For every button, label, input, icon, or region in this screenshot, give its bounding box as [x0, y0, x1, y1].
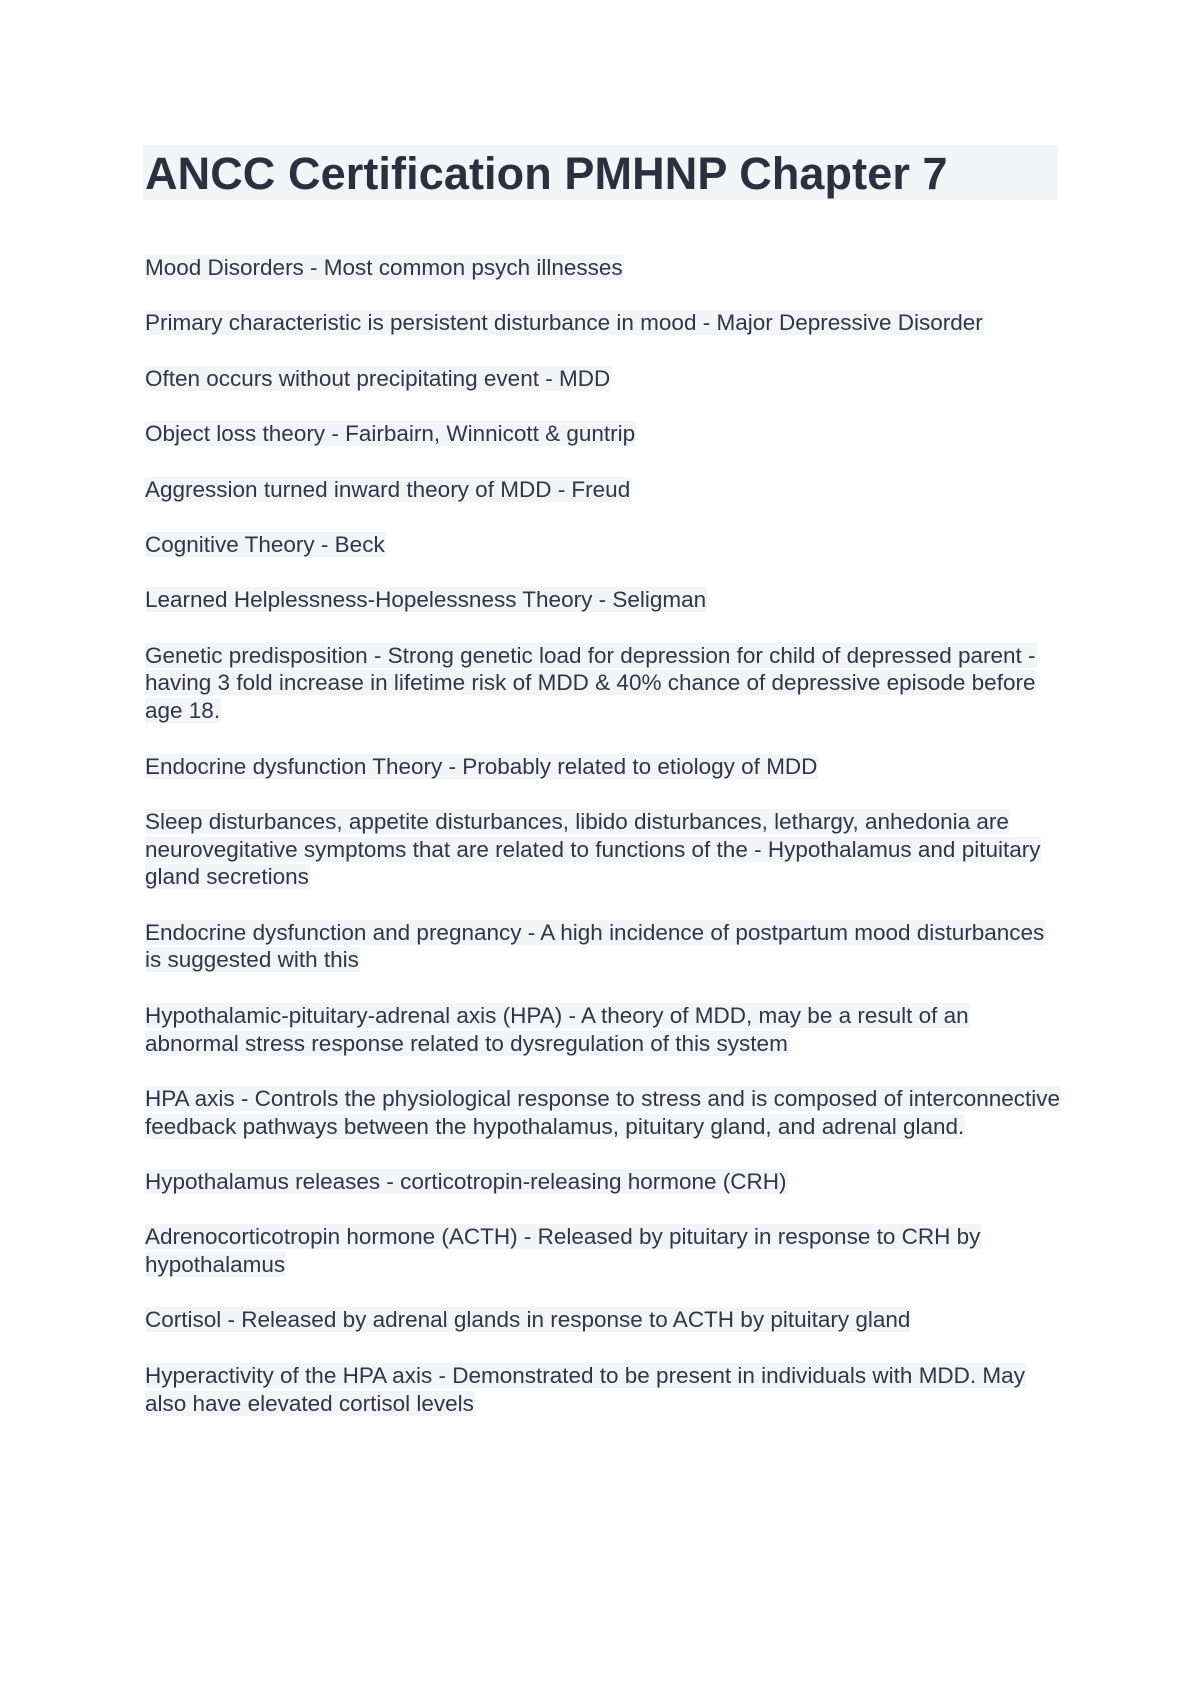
list-item	[145, 309, 1065, 337]
entry-text: Endocrine dysfunction Theory - Probably related to etiology of MDD	[145, 753, 818, 779]
list-item	[145, 476, 1065, 504]
list-item	[145, 753, 1065, 781]
list-item	[145, 254, 1065, 282]
entry-text: Primary characteristic is persistent disturbance in mood - Major Depressive Disorder	[145, 310, 983, 336]
entry-text: Endocrine dysfunction and pregnancy - A high incidence of postpartum mood disturbances is suggested with this	[145, 919, 1045, 973]
page-title: ANCC Certification PMHNP Chapter 7	[145, 148, 948, 199]
list-item	[145, 808, 1065, 891]
entry-text: Mood Disorders - Most common psych illnesses	[145, 255, 623, 280]
entry-text: Genetic predisposition - Strong genetic load for depression for child of depressed parent -having 3 fold increase in lifetime risk of MDD & 40% chance of depressive episode before age 18.	[145, 642, 1036, 724]
list-item	[145, 1362, 1065, 1417]
entry-text: Often occurs without precipitating event - MDD	[145, 365, 611, 391]
list-item	[145, 642, 1065, 725]
list-item	[145, 1168, 1065, 1196]
entry-text: HPA axis - Controls the physiological response to stress and is composed of interconnective feedback pathways between the hypothalamus, pituitary gland, and adrenal gland.	[145, 1085, 1061, 1139]
entry-text: Sleep disturbances, appetite disturbances, libido disturbances, lethargy, anhedonia are neurovegitative symptoms that are related to functions of the - Hypothalamus and pituitary gland secretions	[145, 808, 1041, 890]
list-item	[145, 586, 1065, 614]
entry-text: Aggression turned inward theory of MDD - Freud	[145, 476, 631, 502]
entry-text: Object loss theory - Fairbairn, Winnicott & guntrip	[145, 421, 636, 447]
list-item	[145, 365, 1065, 393]
title-highlight	[143, 145, 1058, 200]
list-item	[145, 919, 1065, 974]
list-item	[145, 1002, 1065, 1057]
entry-text: Cognitive Theory - Beck	[145, 531, 385, 557]
entry-text: Learned Helplessness-Hopelessness Theory - Seligman	[145, 587, 707, 613]
flashcard-list	[145, 254, 1065, 1445]
entry-text: Adrenocorticotropin hormone (ACTH) - Released by pituitary in response to CRH by hypothalamus	[145, 1224, 981, 1278]
list-item	[145, 1085, 1065, 1140]
entry-text: Hypothalamus releases - corticotropin-releasing hormone (CRH)	[145, 1169, 787, 1194]
entry-text: Hypothalamic-pituitary-adrenal axis (HPA) - A theory of MDD, may be a result of an abnormal stress response related to dysregulation of this system	[145, 1002, 969, 1056]
list-item	[145, 420, 1065, 448]
entry-text: Hyperactivity of the HPA axis - Demonstrated to be present in individuals with MDD. May also have elevated cortisol levels	[145, 1362, 1025, 1416]
list-item	[145, 531, 1065, 559]
list-item	[145, 1306, 1065, 1334]
entry-text: Cortisol - Released by adrenal glands in response to ACTH by pituitary gland	[145, 1307, 911, 1333]
list-item	[145, 1223, 1065, 1278]
